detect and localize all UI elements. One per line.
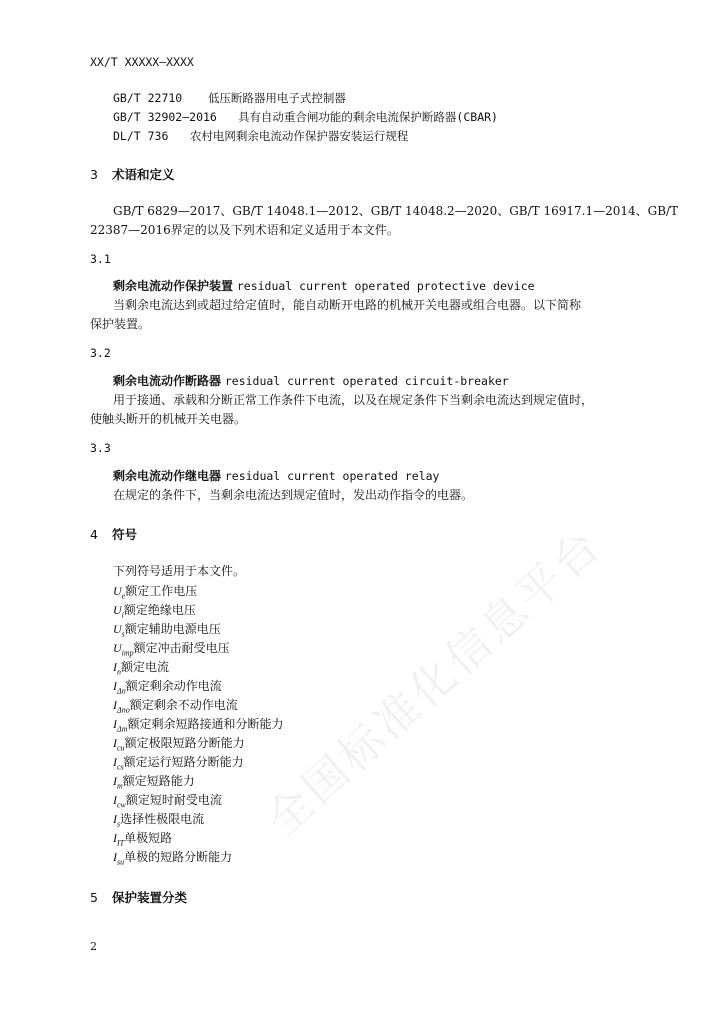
symbol-description: 额定辅助电源电压 (124, 622, 221, 636)
symbol: $U_s$ (113, 622, 125, 639)
symbol: $I_{su}$ (113, 850, 125, 867)
symbol-item (113, 601, 196, 619)
symbol: $I_{\Delta n}$ (113, 679, 126, 696)
section-title: 符号 (112, 527, 138, 542)
term-en: residual current operated circuit-breaker (224, 374, 509, 388)
symbol-item (113, 620, 221, 638)
section-4-heading (90, 525, 137, 543)
section-5-heading (90, 888, 187, 906)
symbol: $I_{cw}$ (113, 793, 126, 810)
symbol: $I_m$ (113, 774, 123, 791)
reference-title: 农村电网剩余电流动作保护器安装运行规程 (189, 129, 409, 143)
term-definition-line-2: 保护装置。 (90, 317, 151, 331)
section-title: 保护装置分类 (112, 890, 188, 905)
page-number: 2 (90, 940, 97, 953)
section-3-intro-line-2: 22387—2016界定的以及下列术语和定义适用于本文件。 (90, 223, 399, 237)
symbol-item (113, 791, 222, 809)
term-definition-line-1: 当剩余电流达到或超过给定值时，能自动断开电路的机械开关电器或组合电器。以下简称 (113, 298, 582, 312)
symbol-description: 额定冲击耐受电压 (133, 641, 230, 655)
symbol-description: 额定短时耐受电流 (125, 793, 222, 807)
symbol-item (113, 848, 232, 866)
symbol-item (113, 639, 230, 657)
reference-item (113, 90, 346, 106)
term-heading (113, 372, 509, 389)
term-definition-line-2: 使触头断开的机械开关电器。 (90, 412, 247, 426)
symbol: $U_i$ (113, 603, 124, 620)
reference-title: 低压断路器用电子式控制器 (207, 91, 346, 105)
section-number: 5 (90, 890, 98, 905)
term-en: residual current operated relay (224, 469, 440, 483)
symbol-item (113, 582, 197, 600)
symbol: $I_{\Delta no}$ (113, 698, 130, 715)
term-zh: 剩余电流动作继电器 (113, 469, 222, 483)
section-4-intro: 下列符号适用于本文件。 (113, 564, 246, 578)
reference-item (113, 109, 498, 125)
section-3-intro-line-1: GB/T 6829—2017、GB/T 14048.1—2012、GB/T 14048.2—2020、GB/T 16917.1—2014、GB/T (113, 204, 679, 218)
term-zh: 剩余电流动作保护装置 (113, 279, 234, 293)
reference-code: DL/T 736 (113, 129, 169, 143)
term-definition-line-1: 用于接通、承载和分断正常工作条件下电流，以及在规定条件下当剩余电流达到规定值时， (113, 393, 594, 407)
symbol: $I_s$ (113, 812, 121, 829)
symbol-description: 额定剩余动作电流 (125, 679, 222, 693)
watermark: 全国标准化信息平台 (257, 519, 613, 847)
term-definition-line-1: 在规定的条件下，当剩余电流达到规定值时，发出动作指令的电器。 (113, 488, 474, 502)
symbol-item (113, 810, 204, 828)
term-heading (113, 277, 535, 294)
symbol: $I_n$ (113, 660, 121, 677)
term-number: 3.3 (90, 441, 111, 455)
symbol-item (113, 753, 244, 771)
term-heading (113, 467, 439, 484)
symbol-description: 额定工作电压 (125, 584, 198, 598)
term-en: residual current operated protective device (236, 279, 535, 293)
symbol-description: 额定剩余短路接通和分断能力 (127, 717, 284, 731)
symbol-description: 额定剩余不动作电流 (129, 698, 238, 712)
symbol: $I_{\Delta m}$ (113, 717, 128, 734)
symbol-description: 单极短路 (124, 831, 173, 845)
symbol-item (113, 772, 195, 790)
term-zh: 剩余电流动作断路器 (113, 374, 222, 388)
reference-title: 具有自动重合闸功能的剩余电流保护断路器(CBAR) (237, 110, 498, 124)
section-number: 4 (90, 527, 98, 542)
section-number: 3 (90, 167, 98, 182)
reference-item (113, 128, 408, 144)
symbol-item (113, 715, 284, 733)
symbol-item (113, 658, 169, 676)
symbol-item (113, 734, 245, 752)
symbol: $I_{IT}$ (113, 831, 125, 848)
symbol-description: 额定短路能力 (122, 774, 195, 788)
symbol-item (113, 696, 238, 714)
symbol-description: 额定电流 (121, 660, 170, 674)
reference-code: GB/T 32902—2016 (113, 110, 217, 124)
symbol: $I_{cs}$ (113, 755, 124, 772)
symbol-description: 额定运行短路分断能力 (123, 755, 244, 769)
symbol-description: 选择性极限电流 (120, 812, 205, 826)
symbol-description: 额定极限短路分断能力 (124, 736, 245, 750)
symbol: $U_e$ (113, 584, 126, 601)
symbol-description: 单极的短路分断能力 (124, 850, 233, 864)
reference-code: GB/T 22710 (113, 91, 183, 105)
symbol-description: 额定绝缘电压 (123, 603, 196, 617)
term-number: 3.1 (90, 252, 111, 266)
symbol: $I_{cu}$ (113, 736, 125, 753)
symbol: $U_{imp}$ (113, 641, 134, 658)
document-header: XX/T XXXXX—XXXX (90, 55, 194, 69)
symbol-item (113, 677, 222, 695)
symbol-item (113, 829, 172, 847)
section-title: 术语和定义 (112, 167, 175, 182)
term-number: 3.2 (90, 346, 111, 360)
section-3-heading (90, 165, 175, 183)
